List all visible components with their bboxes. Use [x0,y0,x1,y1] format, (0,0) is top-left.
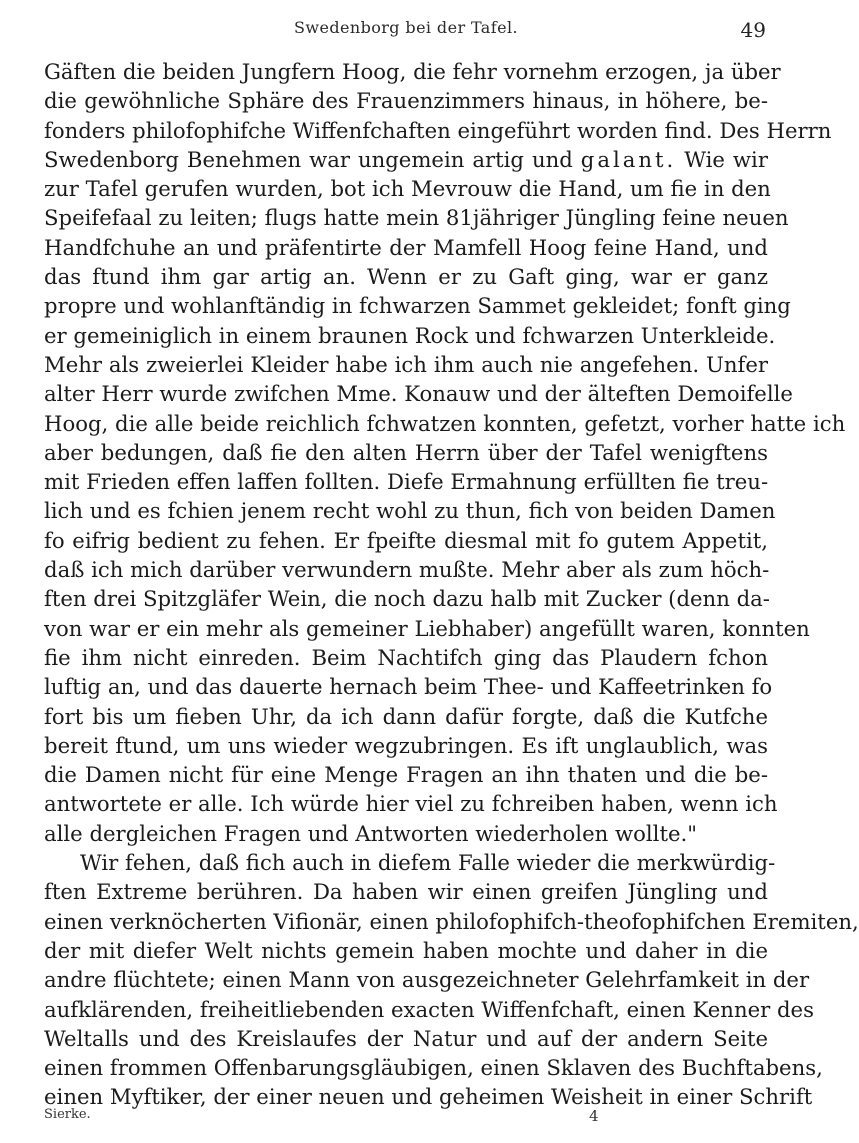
text-line: ften drei Spitzgläfer Wein, die noch dazu halb mit Zucker (denn da- [44,586,770,612]
text-line: das ftund ihm gar artig an. Wenn er zu Gaft ging, war er ganz [44,264,768,290]
sheet-number: 4 [589,1107,599,1125]
text-line: ften Extreme berühren. Da haben wir einen greifen Jüngling und [44,879,768,905]
text-line: Weltalls und des Kreislaufes der Natur und auf der andern Seite [44,1025,768,1051]
text-line: mit Frieden effen laffen follten. Diefe Ermahnung erfüllten fie treu- [44,469,769,495]
text-line: einen Myftiker, der einer neuen und geheimen Weisheit in einer Schrift [44,1084,813,1110]
text-line [44,145,768,174]
text-line: Mehr als zweierlei Kleider habe ich ihm auch nie angefehen. Unfer [44,351,768,377]
page-header [44,18,768,44]
text-line: Handfchuhe an und präfentirte der Mamfell Hoog feine Hand, und [44,234,768,260]
text-line: zur Tafel gerufen wurden, bot ich Mevrouw die Hand, um fie in den [44,176,771,202]
text-line: die Damen nicht für eine Menge Fragen an ihn thaten und die be- [44,762,768,788]
text-line: von war er ein mehr als gemeiner Liebhaber) angefüllt waren, konnten [44,615,810,641]
text-line: antwortete er alle. Ich würde hier viel zu fchreiben haben, wenn ich [44,791,778,817]
text-line: fort bis um fieben Uhr, da ich dann dafür forgte, daß die Kutfche [44,703,768,729]
text-line: alle dergleichen Fragen und Antworten wiederholen wollte." [44,820,697,846]
book-page [44,0,859,1143]
text-line: er gemeiniglich in einem braunen Rock und fchwarzen Unterkleide. [44,322,776,348]
text-line: fie ihm nicht einreden. Beim Nachtifch ging das Plaudern fchon [44,644,768,670]
text-line-start: Swedenborg Benehmen war ungemein artig und [44,146,573,172]
spaced-word: galant. [580,146,677,172]
text-line: bereit ftund, um uns wieder wegzubringen. Es ift unglaublich, was [44,732,768,758]
page-footer [44,1107,768,1129]
body-text [44,57,859,1112]
text-line: der mit diefer Welt nichts gemein haben mochte und daher in die [44,937,768,963]
text-line: fo eifrig bedient zu fehen. Er fpeifte diesmal mit fo gutem Appetit, [44,527,768,553]
text-line: aber bedungen, daß fie den alten Herrn über der Tafel wenigftens [44,439,768,465]
text-line: Hoog, die alle beide reichlich fchwatzen konnten, gefetzt, vorher hatte ich [44,410,846,436]
text-line: luftig an, und das dauerte hernach beim Thee- und Kaffeetrinken fo [44,674,773,700]
text-line: Speifefaal zu leiten; flugs hatte mein 81jähriger Jüngling feine neuen [44,205,789,231]
text-line: aufklärenden, freiheitliebenden exacten Wiffenfchaft, einen Kenner des [44,996,814,1022]
text-line: alter Herr wurde zwifchen Mme. Konauw und der älteften Demoifelle [44,381,793,407]
text-line: die gewöhnliche Sphäre des Frauenzimmers hinaus, in höhere, be- [44,88,768,114]
text-line-end: Wie wir [684,146,768,172]
text-line: daß ich mich darüber verwundern mußte. Mehr aber als zum höch- [44,557,770,583]
text-line: fonders philofophifche Wiffenfchaften eingeführt worden find. Des Herrn [44,117,832,143]
text-line: propre und wohlanftändig in fchwarzen Sammet gekleidet; fonft ging [44,293,791,319]
text-line: einen frommen Offenbarungsgläubigen, einen Sklaven des Buchftabens, [44,1055,823,1081]
text-line: Gäften die beiden Jungfern Hoog, die fehr vornehm erzogen, ja über [44,59,781,84]
text-line: Wir fehen, daß fich auch in diefem Falle wieder die merkwürdig- [80,850,776,876]
page-number: 49 [740,18,766,42]
running-title: Swedenborg bei der Tafel. [294,18,518,37]
text-line: einen verknöcherten Vifionär, einen philofophifch-theofophifchen Eremiten, [44,908,859,934]
text-line: lich und es fchien jenem recht wohl zu thun, fich von beiden Damen [44,498,776,524]
printer-signature: Sierke. [44,1107,91,1122]
text-line: andre flüchtete; einen Mann von ausgezeichneter Gelehrfamkeit in der [44,967,810,993]
